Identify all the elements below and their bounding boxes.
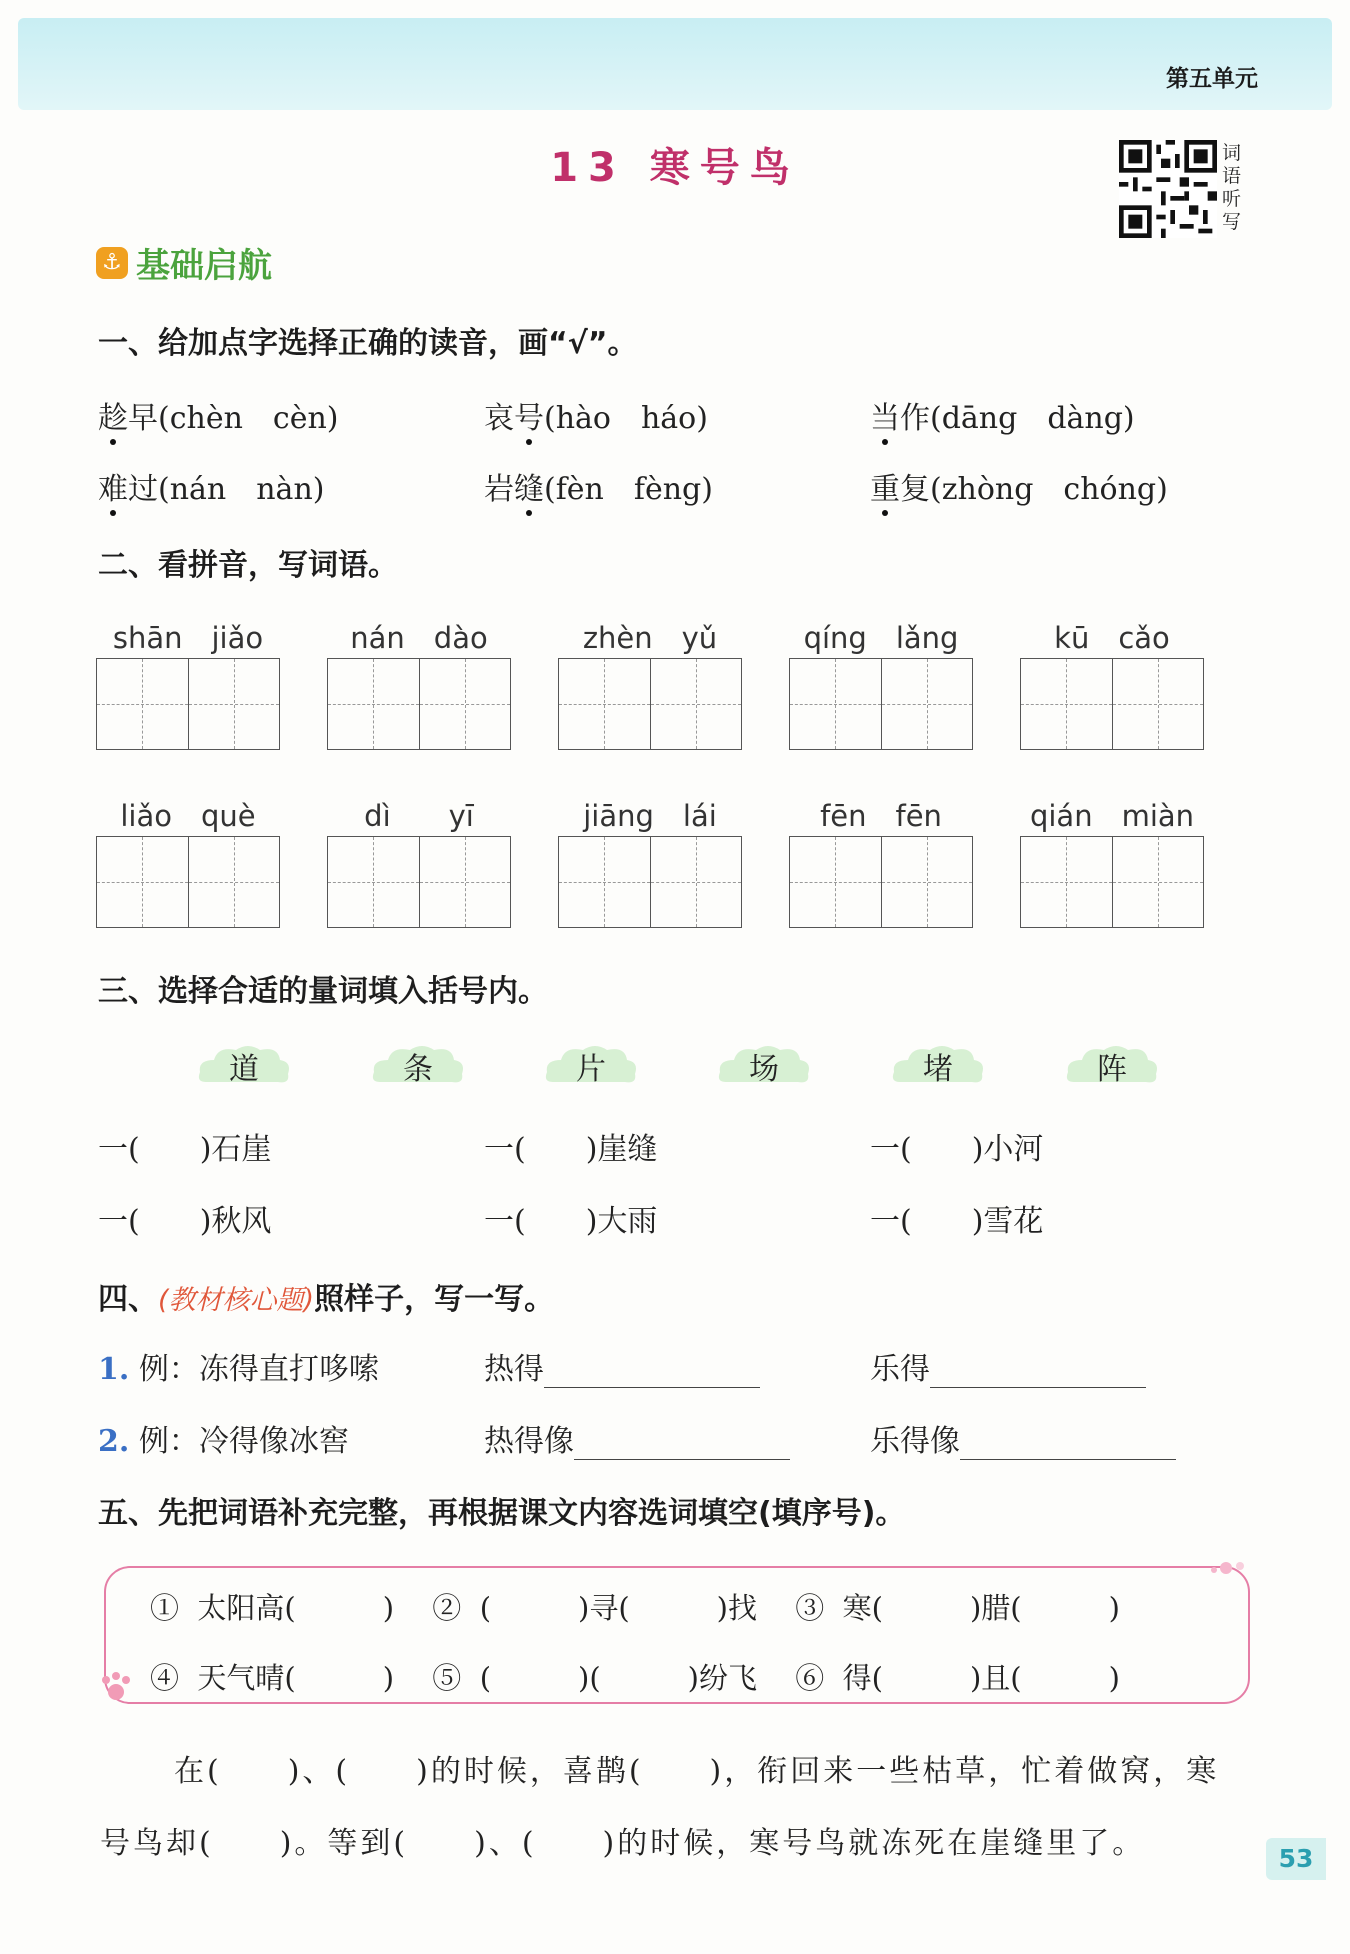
lesson-title: 13 寒号鸟 — [550, 145, 800, 191]
char: 岩 — [484, 472, 514, 507]
writing-grid[interactable] — [96, 658, 280, 750]
page-number: 53 — [1266, 1838, 1326, 1880]
measure-word: 堵 — [923, 1052, 953, 1087]
writing-grid[interactable] — [96, 836, 280, 928]
fill-item[interactable]: 一( )秋风 — [98, 1204, 272, 1239]
char: 早 — [128, 401, 158, 436]
char: 作 — [900, 401, 930, 436]
answer-stem: 热得像 — [484, 1424, 574, 1459]
dotted-char: 缝 — [514, 472, 544, 507]
anchor-icon: ⚓ — [96, 247, 128, 279]
writing-grid[interactable] — [1020, 658, 1204, 750]
q1-item — [98, 464, 324, 508]
answer-item — [870, 1416, 1176, 1460]
word-bubble — [196, 1042, 292, 1086]
dotted-char: 难 — [98, 472, 128, 507]
answer-line[interactable] — [960, 1429, 1176, 1460]
pinyin-label: liǎo què — [120, 799, 256, 833]
pinyin-options[interactable]: (zhòng chóng) — [930, 472, 1168, 507]
qr-code-icon[interactable] — [1116, 140, 1220, 238]
writing-grid[interactable] — [1020, 836, 1204, 928]
word-bubble — [890, 1042, 986, 1086]
q1-item — [98, 393, 338, 437]
row-number: 2. — [98, 1424, 130, 1459]
answer-line[interactable] — [544, 1357, 760, 1388]
char: 过 — [128, 472, 158, 507]
dotted-char: 趁 — [98, 401, 128, 436]
qr-label: 词语听写 — [1222, 142, 1242, 233]
measure-word: 阵 — [1097, 1052, 1127, 1087]
paragraph-line[interactable]: 在( )、( )的时候，喜鹊( )，衔回来一些枯草，忙着做窝，寒 — [174, 1754, 1220, 1789]
core-question-tag: (教材核心题) — [158, 1285, 315, 1316]
writing-grid[interactable] — [789, 836, 973, 928]
fill-item[interactable]: 一( )小河 — [870, 1132, 1044, 1167]
measure-word: 片 — [576, 1052, 606, 1087]
q5-title: 五、先把词语补充完整，再根据课文内容选词填空(填序号)。 — [98, 1496, 906, 1531]
q1-item — [484, 393, 708, 437]
word-row[interactable]: ④ 天气晴( ) ⑤ ( )( )纷飞 ⑥ 得( )且( ) — [150, 1661, 1120, 1695]
fill-item[interactable]: 一( )大雨 — [484, 1204, 658, 1239]
example-row — [98, 1344, 379, 1388]
dotted-char: 重 — [870, 472, 900, 507]
q1-item — [484, 464, 713, 508]
pinyin-label: jiāng lái — [583, 799, 717, 833]
char: 哀 — [484, 401, 514, 436]
word-row[interactable]: ① 太阳高( ) ② ( )寻( )找 ③ 寒( )腊( ) — [150, 1591, 1120, 1625]
fill-item[interactable]: 一( )崖缝 — [484, 1132, 658, 1167]
example-text: 例：冻得直打哆嗦 — [138, 1352, 379, 1387]
pinyin-options[interactable]: (fèn fèng) — [544, 472, 713, 507]
pinyin-label: dì yī — [364, 799, 474, 833]
q1-item — [870, 393, 1135, 437]
q3-title: 三、选择合适的量词填入括号内。 — [98, 974, 548, 1009]
measure-word: 道 — [229, 1052, 259, 1087]
pinyin-label: kū cǎo — [1054, 621, 1170, 655]
writing-grid[interactable] — [327, 836, 511, 928]
writing-grid[interactable] — [789, 658, 973, 750]
dotted-char: 号 — [514, 401, 544, 436]
writing-grid[interactable] — [558, 658, 742, 750]
example-text: 例：冷得像冰窖 — [138, 1424, 349, 1459]
q4-title — [98, 1274, 554, 1318]
measure-word: 条 — [403, 1052, 433, 1087]
q4-suffix: 照样子，写一写。 — [314, 1282, 555, 1317]
pinyin-options[interactable]: (hào háo) — [544, 401, 708, 436]
answer-item — [870, 1344, 1146, 1388]
writing-grid[interactable] — [327, 658, 511, 750]
pinyin-options[interactable]: (nán nàn) — [158, 472, 325, 507]
pinyin-options[interactable]: (chèn cèn) — [158, 401, 339, 436]
char: 复 — [900, 472, 930, 507]
q1-title: 一、给加点字选择正确的读音，画“√”。 — [98, 326, 638, 361]
word-bubble — [370, 1042, 466, 1086]
dotted-char: 当 — [870, 401, 900, 436]
answer-line[interactable] — [930, 1357, 1146, 1388]
pinyin-label: qíng lǎng — [803, 621, 959, 655]
section-header — [96, 238, 272, 287]
example-row — [98, 1416, 349, 1460]
row-number: 1. — [98, 1352, 130, 1387]
answer-line[interactable] — [574, 1429, 790, 1460]
flower-decoration-icon — [1206, 1556, 1256, 1580]
answer-item — [484, 1344, 760, 1388]
pinyin-label: nán dào — [350, 621, 488, 655]
q1-item — [870, 464, 1168, 508]
word-bubble — [543, 1042, 639, 1086]
q4-prefix: 四、 — [98, 1282, 158, 1317]
fill-item[interactable]: 一( )雪花 — [870, 1204, 1044, 1239]
q2-title: 二、看拼音，写词语。 — [98, 548, 398, 583]
pinyin-label: shān jiǎo — [112, 621, 264, 655]
answer-item — [484, 1416, 790, 1460]
unit-label: 第五单元 — [1166, 66, 1258, 92]
pinyin-label: zhèn yǔ — [582, 621, 718, 655]
answer-stem: 热得 — [484, 1352, 544, 1387]
writing-grid[interactable] — [558, 836, 742, 928]
answer-stem: 乐得 — [870, 1352, 930, 1387]
word-bubble — [716, 1042, 812, 1086]
paragraph-line[interactable]: 号鸟却( )。等到( )、( )的时候，寒号鸟就冻死在崖缝里了。 — [100, 1826, 1146, 1861]
pinyin-label: qián miàn — [1029, 799, 1195, 833]
measure-word: 场 — [749, 1052, 779, 1087]
pinyin-label: fēn fēn — [820, 799, 942, 833]
header-band — [18, 18, 1332, 110]
pinyin-options[interactable]: (dāng dàng) — [930, 401, 1135, 436]
word-bubble — [1064, 1042, 1160, 1086]
answer-stem: 乐得像 — [870, 1424, 960, 1459]
paw-icon — [96, 1666, 136, 1706]
section-title: 基础启航 — [136, 246, 272, 286]
fill-item[interactable]: 一( )石崖 — [98, 1132, 272, 1167]
